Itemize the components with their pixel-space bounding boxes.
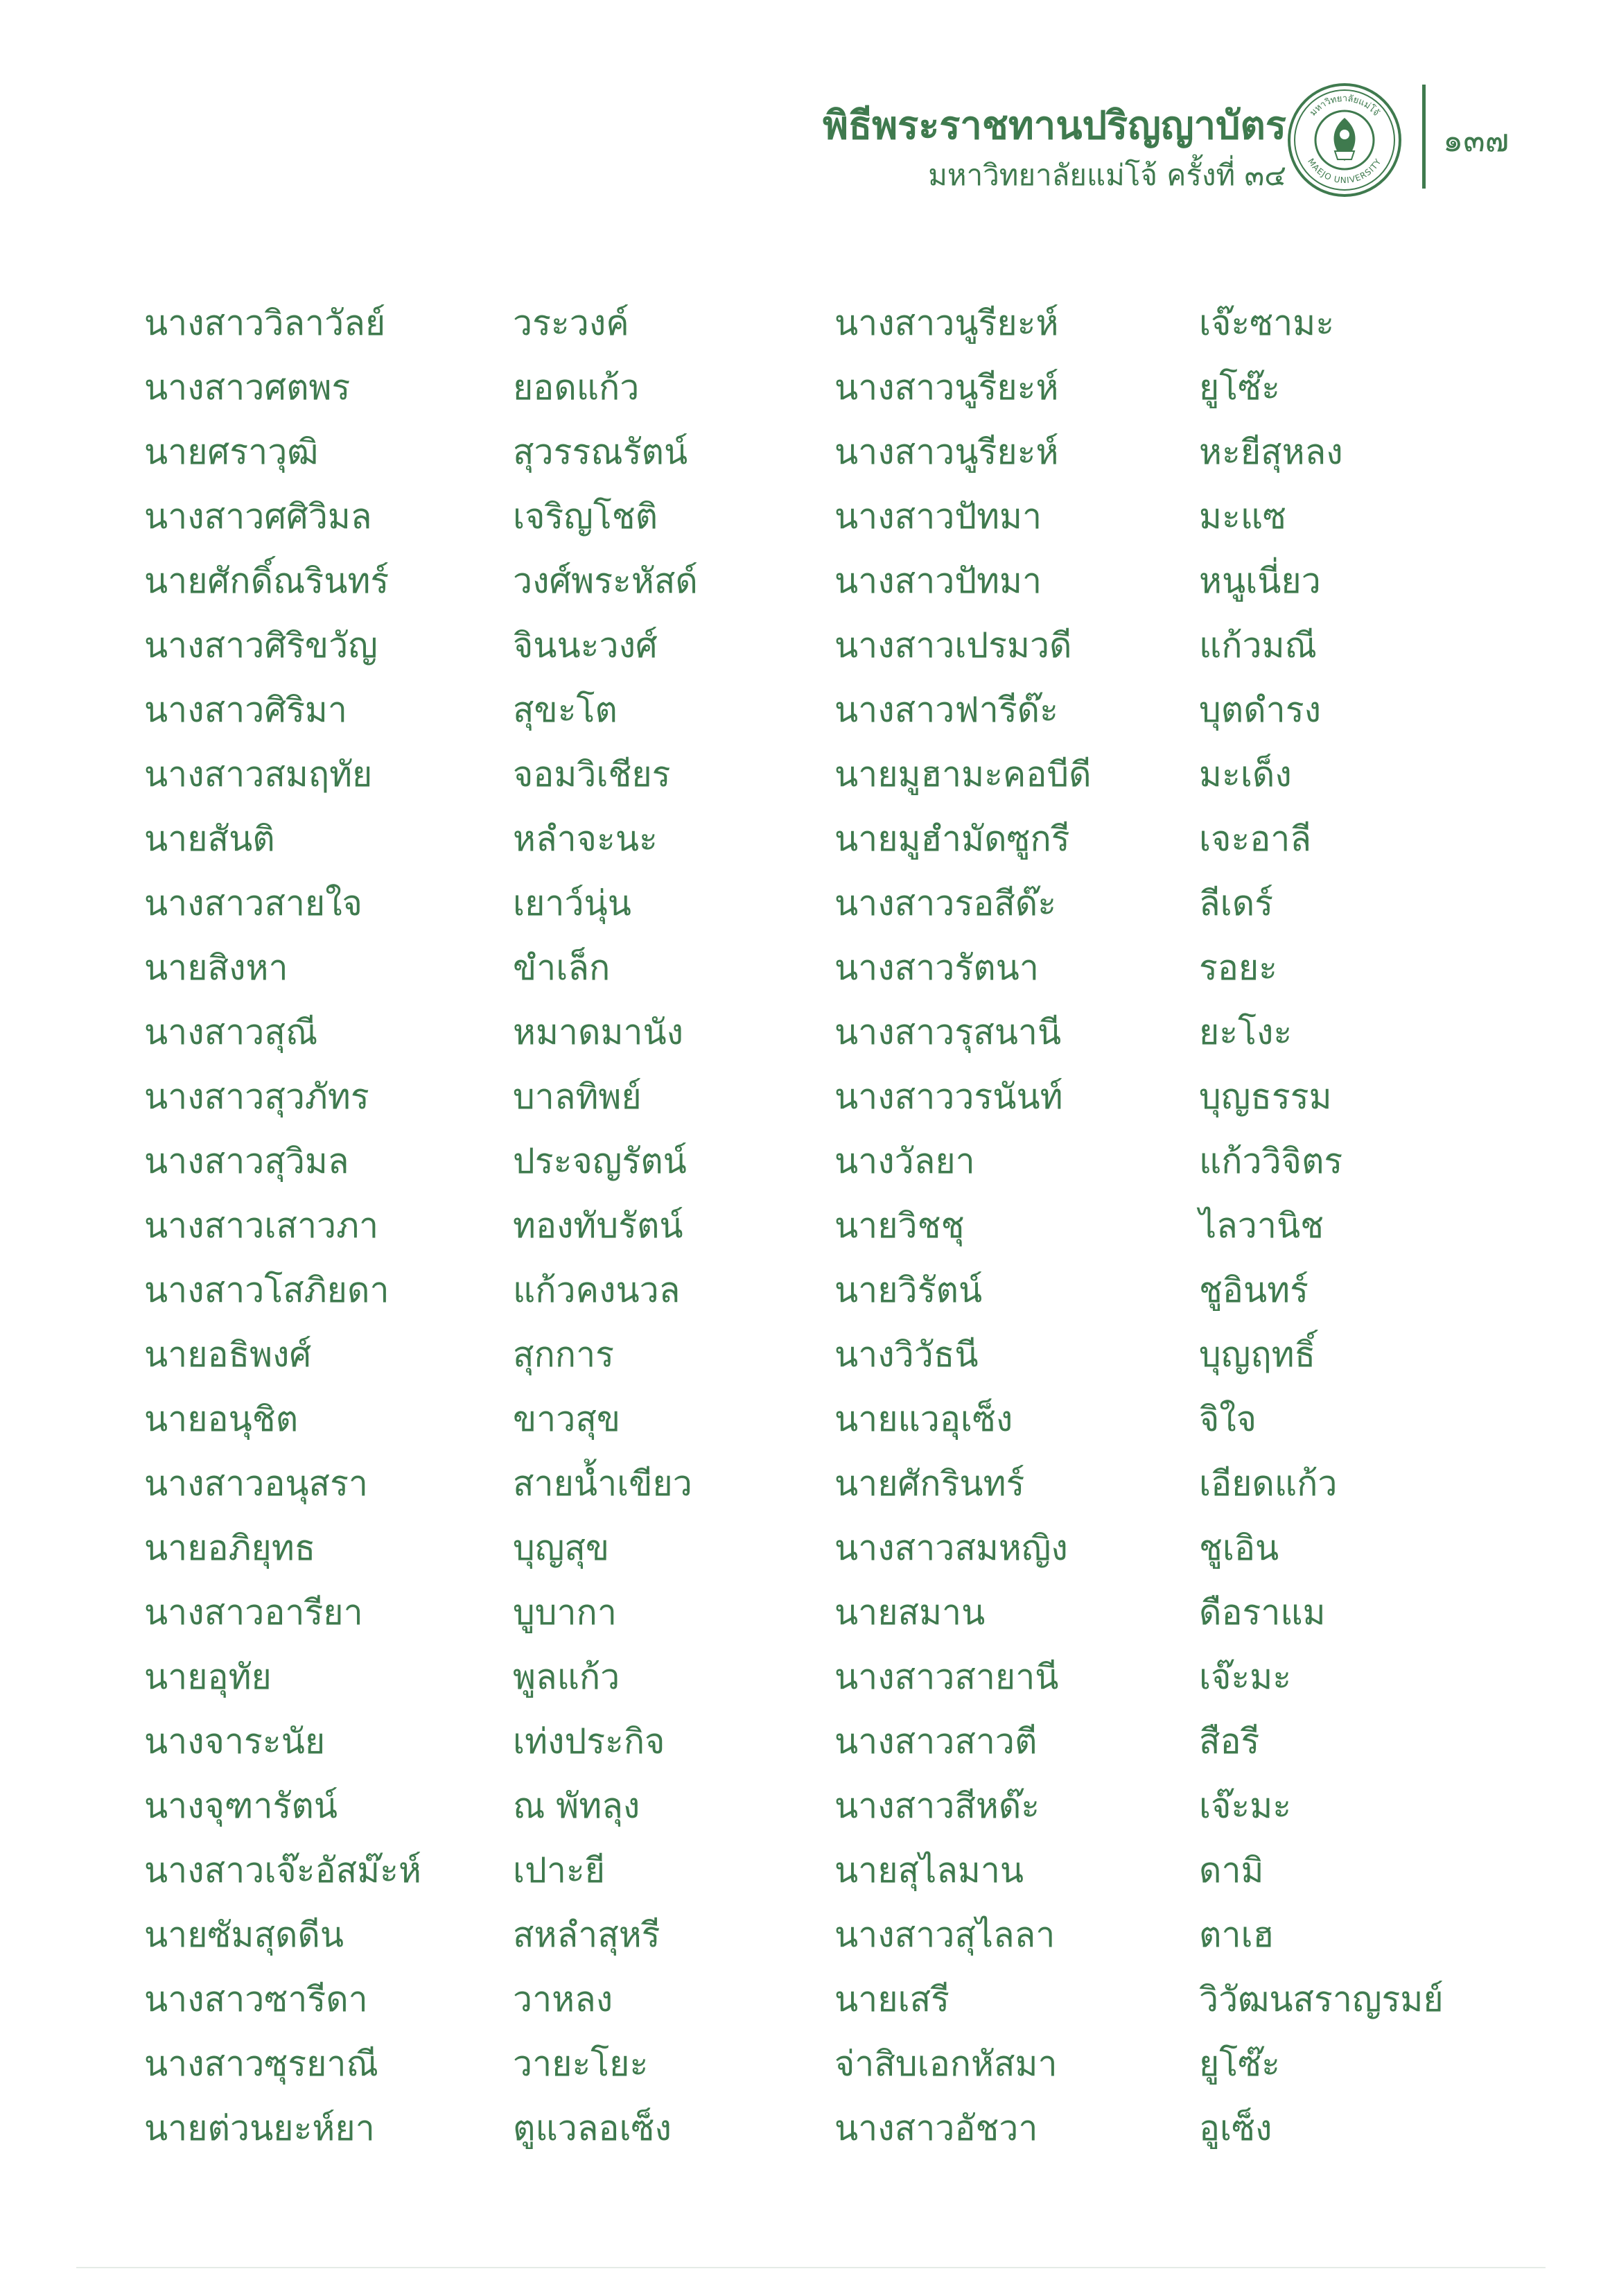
last-name-left: บุญสุข: [513, 1528, 610, 1568]
first-name-left: นางสาวสมฤทัย: [144, 754, 373, 794]
first-name-left: นายต่วนยะห์ยา: [144, 2108, 375, 2148]
name-row: [0, 1645, 1619, 1710]
first-name-right: นางสาวนูรียะห์: [834, 367, 1059, 408]
last-name-left: พูลแก้ว: [513, 1657, 620, 1697]
last-name-left: วาหลง: [513, 1979, 613, 2019]
first-name-left: นางสาวเจ๊ะอัสม๊ะห์: [144, 1850, 421, 1890]
name-row: [0, 1194, 1619, 1258]
first-name-right: นางสาววรนันท์: [834, 1077, 1063, 1117]
svg-text:MAEJO UNIVERSITY: MAEJO UNIVERSITY: [1306, 156, 1383, 186]
first-name-right: นายมูฮามะคอบีดี: [834, 754, 1092, 794]
name-row: [0, 1516, 1619, 1581]
last-name-right: เจะอาลี: [1199, 819, 1311, 859]
name-row: [0, 1967, 1619, 2032]
last-name-left: เยาว์นุ่น: [513, 883, 631, 923]
name-row: [0, 485, 1619, 549]
name-row: [0, 2096, 1619, 2161]
last-name-right: ชูเอิน: [1199, 1528, 1279, 1568]
first-name-right: นายสมาน: [834, 1592, 986, 1633]
last-name-right: ไลวานิช: [1199, 1206, 1324, 1246]
university-seal-icon: [1286, 82, 1403, 198]
first-name-left: นางสาวศตพร: [144, 367, 351, 408]
name-row: [0, 1323, 1619, 1387]
last-name-left: ณ พัทลุง: [513, 1786, 640, 1826]
first-name-left: นางสาวสุวภัทร: [144, 1077, 369, 1117]
name-row: [0, 678, 1619, 742]
last-name-right: เจ๊ะมะ: [1199, 1657, 1292, 1697]
first-name-left: นางสาวซารีดา: [144, 1979, 368, 2019]
last-name-right: สือรี: [1199, 1721, 1260, 1762]
first-name-left: นางสาวสายใจ: [144, 883, 362, 923]
university-subtitle: มหาวิทยาลัยแม่โจ้ ครั้งที่ ๓๔: [928, 158, 1286, 192]
last-name-left: ยอดแก้ว: [513, 367, 640, 408]
last-name-right: ดือราแม: [1199, 1592, 1326, 1633]
first-name-left: นางสาวเสาวภา: [144, 1206, 379, 1246]
name-row: [0, 1258, 1619, 1323]
first-name-right: นางสาวฟารีด๊ะ: [834, 690, 1058, 730]
name-row: [0, 1000, 1619, 1065]
last-name-right: รอยะ: [1199, 948, 1278, 988]
name-row: [0, 936, 1619, 1000]
page-header: [0, 82, 1619, 207]
first-name-left: นายศักดิ์ณรินทร์: [144, 561, 390, 601]
last-name-right: มะเด็ง: [1199, 754, 1292, 794]
last-name-right: ตาเฮ: [1199, 1915, 1275, 1955]
last-name-left: สหลำสุหรี: [513, 1915, 660, 1955]
name-row: [0, 1710, 1619, 1774]
first-name-right: นางวัลยา: [834, 1141, 975, 1181]
name-row: [0, 291, 1619, 356]
last-name-left: ทองทับรัตน์: [513, 1206, 683, 1246]
first-name-right: นายเสรี: [834, 1979, 950, 2019]
last-name-right: ยูโซ๊ะ: [1199, 2044, 1280, 2084]
name-row: [0, 871, 1619, 936]
name-row: [0, 1838, 1619, 1903]
last-name-left: สุกการ: [513, 1334, 614, 1375]
name-row: [0, 1903, 1619, 1967]
last-name-left: ขำเล็ก: [513, 948, 611, 988]
last-name-right: บุญฤทธิ์: [1199, 1334, 1316, 1375]
first-name-left: นางสาวอนุสรา: [144, 1463, 368, 1504]
first-name-left: นางสาวศศิวิมล: [144, 496, 372, 537]
name-row: [0, 1065, 1619, 1129]
first-name-left: นายสิงหา: [144, 948, 288, 988]
first-name-left: นายอุทัย: [144, 1657, 272, 1697]
first-name-right: จ่าสิบเอกหัสมา: [834, 2044, 1058, 2084]
last-name-left: ตูแวลอเซ็ง: [513, 2108, 672, 2148]
first-name-left: นายศราวุฒิ: [144, 432, 319, 472]
last-name-left: จินนะวงศ์: [513, 625, 658, 666]
first-name-right: นายศักรินทร์: [834, 1463, 1025, 1504]
first-name-left: นางจาระนัย: [144, 1721, 326, 1762]
first-name-right: นายแวอุเซ็ง: [834, 1399, 1013, 1439]
last-name-right: วิวัฒนสราญรมย์: [1199, 1979, 1444, 2019]
last-name-right: ยะโงะ: [1199, 1012, 1293, 1052]
first-name-left: นายอภิยุทธ: [144, 1528, 316, 1568]
name-row: [0, 807, 1619, 871]
first-name-right: นางสาวสาวตี: [834, 1721, 1038, 1762]
first-name-left: นางสาวโสภิยดา: [144, 1270, 390, 1310]
first-name-right: นายวิชชุ: [834, 1206, 965, 1246]
first-name-left: นายอธิพงศ์: [144, 1334, 312, 1375]
first-name-right: นางสาวสีหด๊ะ: [834, 1786, 1040, 1826]
last-name-right: บุตดำรง: [1199, 690, 1322, 730]
last-name-left: สุขะโต: [513, 690, 618, 730]
first-name-right: นางสาวสมหญิง: [834, 1528, 1068, 1568]
last-name-right: เจ๊ะมะ: [1199, 1786, 1292, 1826]
last-name-right: แก้วมณี: [1199, 625, 1317, 666]
first-name-left: นางสาวศิริขวัญ: [144, 625, 378, 666]
first-name-right: นางสาวสุไลลา: [834, 1915, 1056, 1955]
first-name-right: นางสาวรอสีด๊ะ: [834, 883, 1057, 923]
first-name-right: นางสาวเปรมวดี: [834, 625, 1072, 666]
first-name-left: นายซัมสุดดีน: [144, 1915, 344, 1955]
last-name-right: ยูโซ๊ะ: [1199, 367, 1280, 408]
first-name-right: นางวิวัธนี: [834, 1334, 979, 1375]
first-name-left: นางสาวสุวิมล: [144, 1141, 349, 1181]
last-name-right: ชูอินทร์: [1199, 1270, 1309, 1310]
first-name-left: นางสาวศิริมา: [144, 690, 347, 730]
name-row: [0, 2032, 1619, 2096]
name-row: [0, 742, 1619, 807]
last-name-right: หะยีสุหลง: [1199, 432, 1343, 472]
last-name-right: ดามิ: [1199, 1850, 1264, 1890]
svg-text:มหาวิทยาลัยแม่โจ้: มหาวิทยาลัยแม่โจ้: [1308, 93, 1381, 119]
header-divider: [1422, 85, 1426, 189]
last-name-right: จิใจ: [1199, 1399, 1257, 1439]
first-name-right: นางสาวปัทมา: [834, 561, 1042, 601]
first-name-left: นายอนุชิต: [144, 1399, 299, 1439]
name-row: [0, 614, 1619, 678]
name-row: [0, 356, 1619, 420]
last-name-left: บาลทิพย์: [513, 1077, 642, 1117]
first-name-left: นางสาวซุรยาณี: [144, 2044, 378, 2084]
last-name-right: เอียดแก้ว: [1199, 1463, 1338, 1504]
name-row: [0, 1581, 1619, 1645]
name-row: [0, 1452, 1619, 1516]
last-name-left: เจริญโชติ: [513, 496, 658, 537]
name-row: [0, 1774, 1619, 1838]
last-name-left: ประจญรัตน์: [513, 1141, 687, 1181]
first-name-right: นางสาวปัทมา: [834, 496, 1042, 537]
last-name-right: หนูเนี่ยว: [1199, 561, 1321, 601]
first-name-right: นางสาวนูรียะห์: [834, 303, 1059, 343]
last-name-left: เปาะยี: [513, 1850, 606, 1890]
last-name-right: อูเซ็ง: [1199, 2108, 1272, 2148]
first-name-left: นางจุฑารัตน์: [144, 1786, 338, 1826]
first-name-right: นางสาวนูรียะห์: [834, 432, 1059, 472]
first-name-right: นายสุไลมาน: [834, 1850, 1024, 1890]
first-name-left: นางสาวสุณี: [144, 1012, 318, 1052]
graduate-name-list: [0, 291, 1619, 2161]
last-name-left: หลำจะนะ: [513, 819, 658, 859]
name-row: [0, 1129, 1619, 1194]
first-name-right: นางสาวรัตนา: [834, 948, 1039, 988]
name-row: [0, 420, 1619, 485]
last-name-left: สุวรรณรัตน์: [513, 432, 688, 472]
last-name-left: บูบากา: [513, 1592, 617, 1633]
last-name-left: จอมวิเชียร: [513, 754, 671, 794]
last-name-left: วายะโยะ: [513, 2044, 649, 2084]
last-name-left: ขาวสุข: [513, 1399, 621, 1439]
last-name-left: วงศ์พระหัสด์: [513, 561, 698, 601]
first-name-left: นางสาวอารียา: [144, 1592, 363, 1633]
first-name-right: นายวิรัตน์: [834, 1270, 983, 1310]
last-name-left: แก้วคงนวล: [513, 1270, 681, 1310]
page-bottom-rule: [76, 2267, 1546, 2268]
last-name-left: หมาดมานัง: [513, 1012, 684, 1052]
first-name-left: นายสันติ: [144, 819, 275, 859]
first-name-right: นางสาวอัชวา: [834, 2108, 1038, 2148]
last-name-left: สายน้ำเขียว: [513, 1463, 692, 1504]
last-name-right: มะแซ: [1199, 496, 1286, 537]
first-name-right: นางสาวสายานี: [834, 1657, 1059, 1697]
last-name-right: บุญธรรม: [1199, 1077, 1332, 1117]
first-name-left: นางสาววิลาวัลย์: [144, 303, 386, 343]
name-row: [0, 1387, 1619, 1452]
ceremony-title: พิธีพระราชทานปริญญาบัตร: [823, 103, 1286, 148]
last-name-right: เจ๊ะซามะ: [1199, 303, 1335, 343]
name-row: [0, 549, 1619, 614]
last-name-right: ลีเดร์: [1199, 883, 1274, 923]
page-number: ๑๓๗: [1443, 121, 1509, 159]
last-name-left: วระวงค์: [513, 303, 629, 343]
first-name-right: นายมูฮำมัดซูกรี: [834, 819, 1070, 859]
last-name-left: เท่งประกิจ: [513, 1721, 665, 1762]
last-name-right: แก้ววิจิตร: [1199, 1141, 1343, 1181]
first-name-right: นางสาวรุสนานี: [834, 1012, 1062, 1052]
